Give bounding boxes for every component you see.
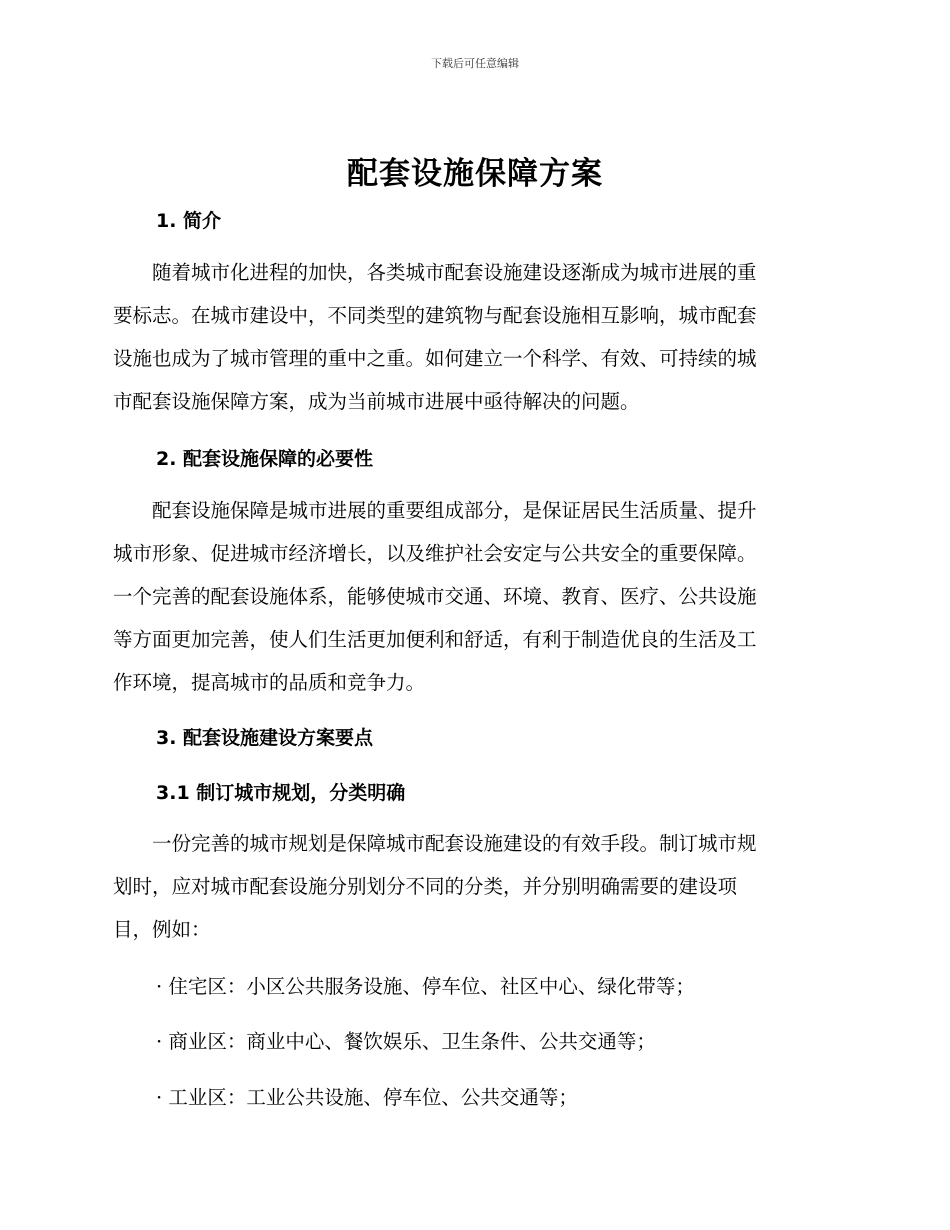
list-item: · 商业区：商业中心、餐饮娱乐、卫生条件、公共交通等； — [156, 1030, 656, 1053]
paragraph-line: 目，例如： — [113, 918, 211, 941]
section-heading-3: 3. 配套设施建设方案要点 — [156, 727, 374, 749]
paragraph-line: 配套设施保障是城市进展的重要组成部分，是保证居民生活质量、提升 — [152, 499, 757, 522]
paragraph-line: 设施也成为了城市管理的重中之重。如何建立一个科学、有效、可持续的城 — [113, 347, 757, 370]
section-paragraph-1 — [113, 251, 833, 423]
document-title: 配套设施保障方案 — [347, 156, 603, 192]
paragraph-line: 城市形象、促进城市经济增长，以及维护社会安定与公共安全的重要保障。 — [113, 542, 757, 565]
paragraph-line: 一份完善的城市规划是保障城市配套设施建设的有效手段。制订城市规 — [152, 832, 757, 855]
paragraph-line: 要标志。在城市建设中，不同类型的建筑物与配套设施相互影响，城市配套 — [113, 304, 757, 327]
paragraph-line: 划时，应对城市配套设施分别划分不同的分类，并分别明确需要的建设项 — [113, 875, 738, 898]
section-paragraph-2 — [113, 489, 833, 704]
section-heading-2: 2. 配套设施保障的必要性 — [156, 448, 374, 470]
paragraph-line: 市配套设施保障方案，成为当前城市进展中亟待解决的问题。 — [113, 390, 640, 413]
paragraph-line: 作环境，提高城市的品质和竞争力。 — [113, 671, 426, 694]
list-item: · 住宅区：小区公共服务设施、停车位、社区中心、绿化带等； — [156, 975, 695, 998]
paragraph-line: 随着城市化进程的加快，各类城市配套设施建设逐渐成为城市进展的重 — [152, 261, 757, 284]
section-paragraph-3-1 — [113, 822, 833, 951]
paragraph-line: 一个完善的配套设施体系，能够使城市交通、环境、教育、医疗、公共设施 — [113, 585, 757, 608]
paragraph-line: 等方面更加完善，使人们生活更加便利和舒适，有利于制造优良的生活及工 — [113, 628, 757, 651]
section-heading-1: 1. 简介 — [156, 210, 222, 232]
section-heading-3-1: 3.1 制订城市规划，分类明确 — [156, 782, 406, 804]
header-note: 下载后可任意编辑 — [431, 57, 519, 70]
list-item: · 工业区：工业公共设施、停车位、公共交通等； — [156, 1086, 578, 1109]
